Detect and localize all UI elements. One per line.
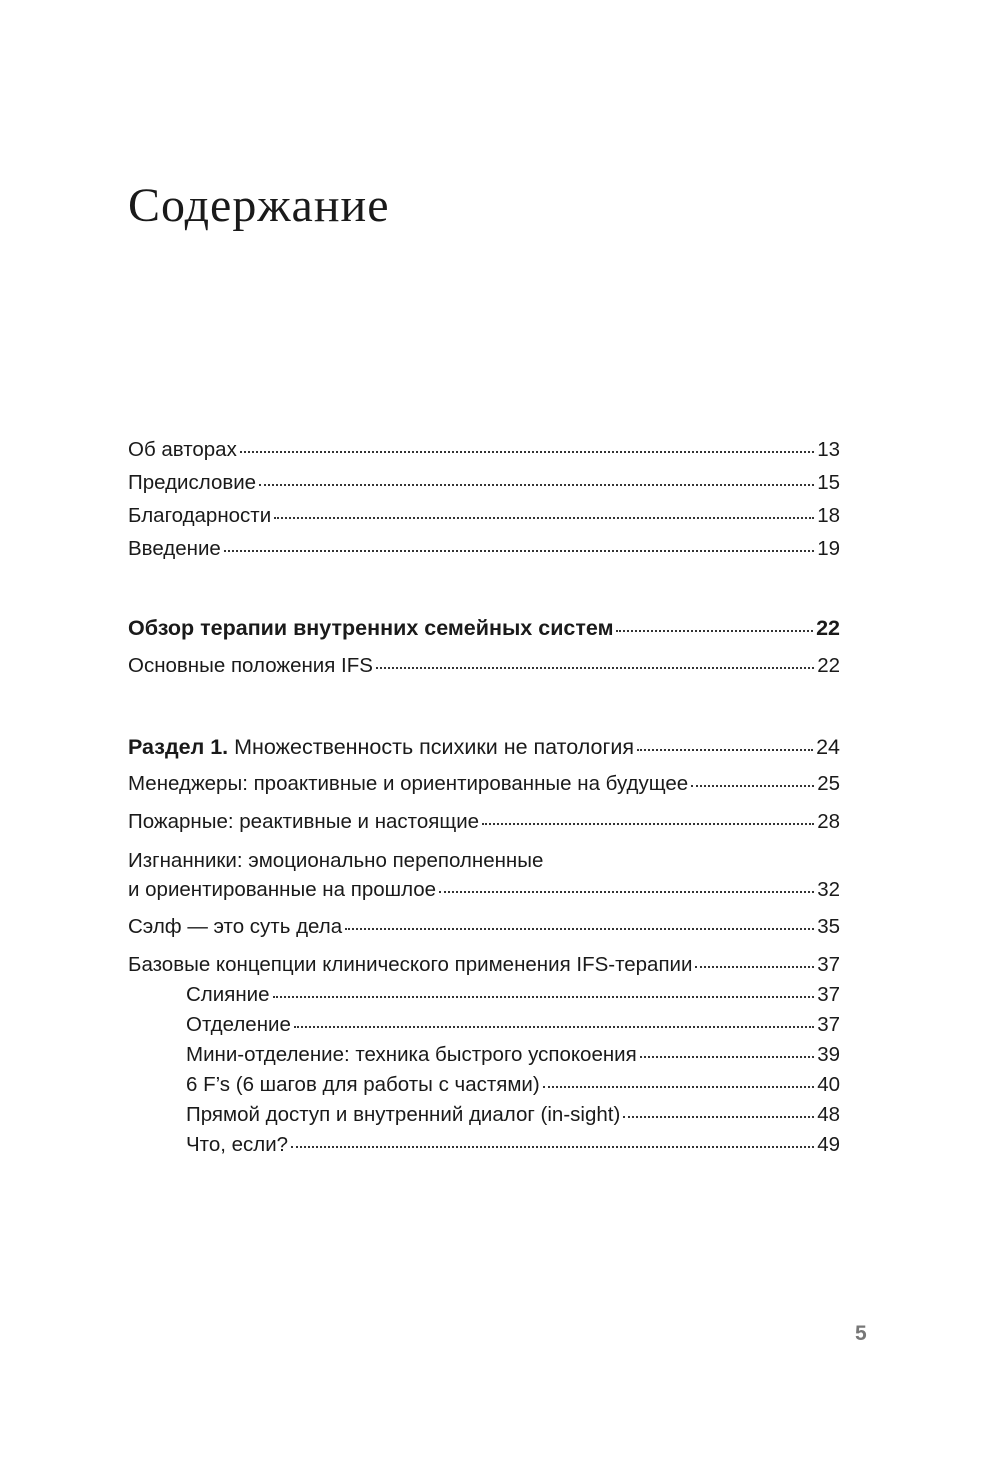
dot-leader (291, 1146, 814, 1148)
dot-leader (691, 785, 814, 787)
toc-entry-label: Введение (128, 537, 221, 560)
toc-entry-page: 13 (817, 438, 840, 461)
toc-subentry-page: 37 (817, 983, 840, 1006)
toc-entry[interactable] (128, 440, 840, 461)
dot-leader (240, 451, 814, 453)
toc-entry-label: Базовые концепции клинического применения IFS-терапии (128, 953, 693, 976)
dot-leader (274, 517, 814, 519)
dot-leader (616, 630, 813, 632)
toc-entry-page: 35 (817, 915, 840, 938)
toc-subentry-label: Отделение (186, 1013, 291, 1036)
toc-entry-page: 32 (817, 878, 840, 901)
toc-heading-page: 24 (816, 735, 840, 759)
toc-heading-label (128, 737, 634, 759)
dot-leader (482, 823, 814, 825)
toc-subentry[interactable] (186, 1135, 840, 1156)
dot-leader (439, 891, 814, 893)
toc-entry-page: 15 (817, 471, 840, 494)
toc-subentry-page: 39 (817, 1043, 840, 1066)
toc-heading-page: 22 (816, 616, 840, 640)
toc-subentry-label: Слияние (186, 983, 270, 1006)
toc-entry-label: Основные положения IFS (128, 654, 373, 677)
toc-entry-label-line1[interactable]: Изгнанники: эмоционально переполненные (128, 849, 544, 872)
toc-entry[interactable] (128, 774, 840, 795)
dot-leader (345, 928, 814, 930)
dot-leader (294, 1026, 814, 1028)
dot-leader (259, 484, 814, 486)
toc-entry-label: Об авторах (128, 438, 237, 461)
toc-entry[interactable] (128, 880, 840, 901)
dot-leader (695, 966, 814, 968)
toc-entry-label: Благодарности (128, 504, 272, 527)
dot-leader (640, 1056, 814, 1058)
toc-entry-page: 25 (817, 772, 840, 795)
dot-leader (376, 667, 814, 669)
toc-entry-label: Предисловие (128, 471, 257, 494)
toc-entry-label: Сэлф — это суть дела (128, 915, 343, 938)
dot-leader (273, 996, 815, 998)
toc-entry-label: Менеджеры: проактивные и ориентированные на будущее (128, 772, 689, 795)
dot-leader (543, 1086, 814, 1088)
page-number: 5 (855, 1322, 867, 1345)
toc-entry[interactable] (128, 656, 840, 677)
toc-subentry[interactable] (186, 1075, 840, 1096)
section-title: Множественность психики не патология (228, 735, 634, 759)
dot-leader (637, 749, 813, 751)
toc-heading-section-1[interactable] (128, 737, 840, 759)
toc-entry-page: 18 (817, 504, 840, 527)
toc-heading-label: Обзор терапии внутренних семейных систем (128, 616, 614, 640)
dot-leader (224, 550, 814, 552)
toc-entry[interactable] (128, 473, 840, 494)
toc-subentry-label: Что, если? (186, 1133, 289, 1156)
toc-subentry-page: 49 (817, 1133, 840, 1156)
toc-subentry-label: Прямой доступ и внутренний диалог (in-sight) (186, 1103, 621, 1126)
toc-entry[interactable] (128, 917, 840, 938)
toc-subentry-page: 40 (817, 1073, 840, 1096)
toc-entry-page: 37 (817, 953, 840, 976)
toc-subentry[interactable] (186, 1045, 840, 1066)
section-number: Раздел 1. (128, 735, 229, 759)
dot-leader (623, 1116, 814, 1118)
toc-entry[interactable] (128, 812, 840, 833)
toc-entry-label: Пожарные: реактивные и настоящие (128, 810, 480, 833)
toc-subentry[interactable] (186, 1015, 840, 1036)
toc-subentry[interactable] (186, 985, 840, 1006)
toc-entry-page: 19 (817, 537, 840, 560)
toc-subentry-label: 6 F’s (6 шагов для работы с частями) (186, 1073, 540, 1096)
toc-entry[interactable] (128, 539, 840, 560)
toc-subentry-page: 37 (817, 1013, 840, 1036)
toc-subentry-label: Мини-отделение: техника быстрого успокоения (186, 1043, 637, 1066)
toc-entry-page: 28 (817, 810, 840, 833)
toc-subentry-page: 48 (817, 1103, 840, 1126)
toc-entry-label: и ориентированные на прошлое (128, 878, 437, 901)
toc-heading-overview[interactable] (128, 618, 840, 640)
toc-subentry[interactable] (186, 1105, 840, 1126)
toc-entry[interactable] (128, 955, 840, 976)
page-title: Содержание (128, 179, 390, 232)
toc-entry-page: 22 (817, 654, 840, 677)
toc-entry[interactable] (128, 506, 840, 527)
